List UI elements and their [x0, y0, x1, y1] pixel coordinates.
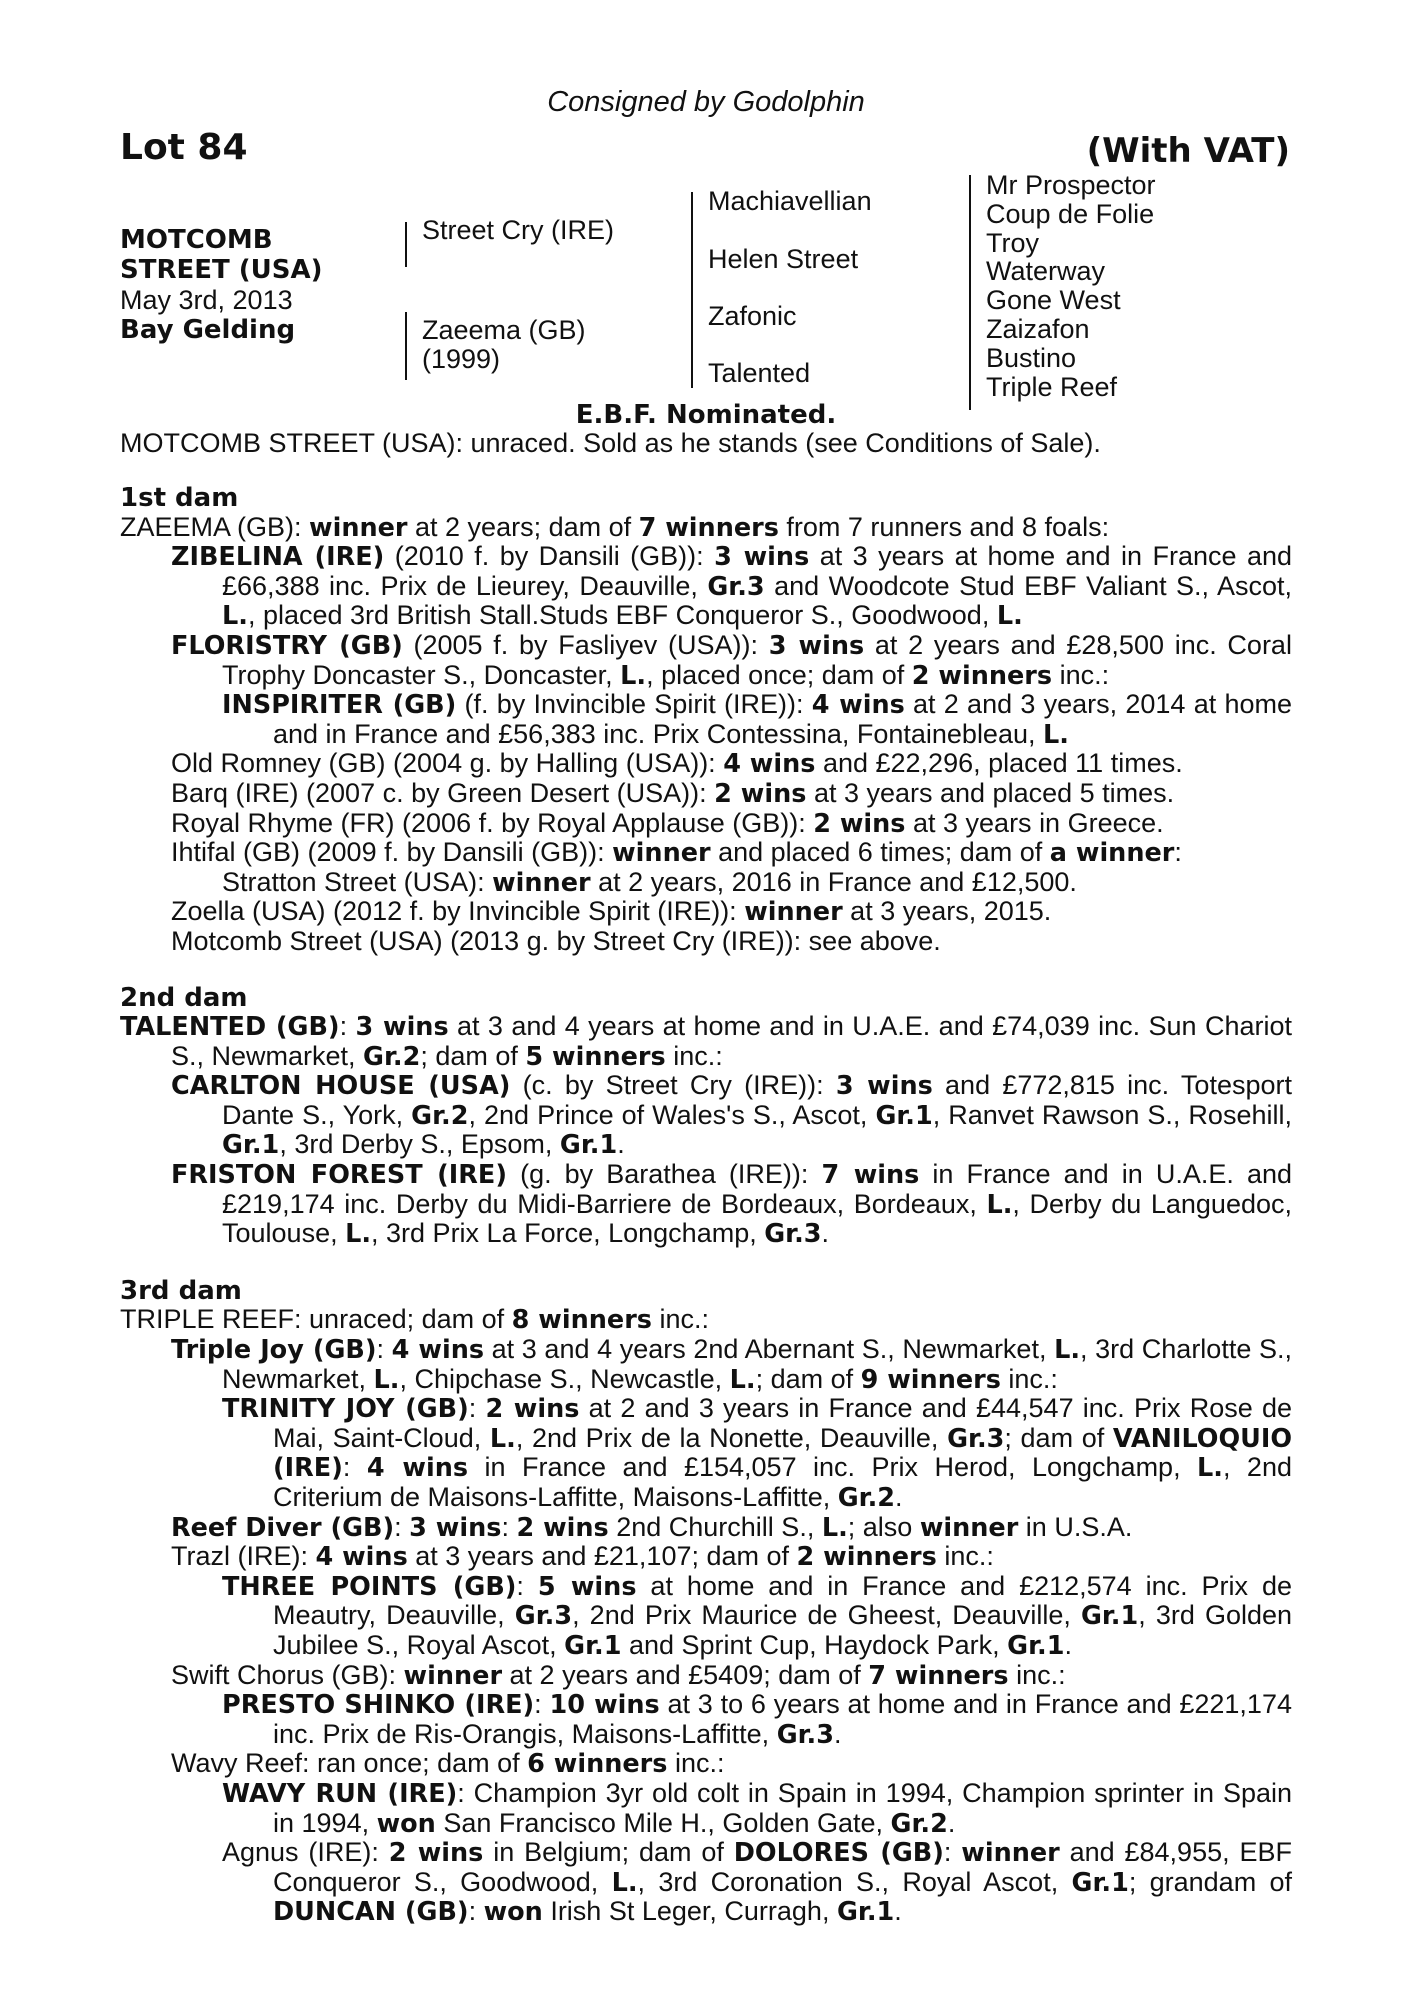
horse-sex: Bay Gelding	[120, 315, 296, 345]
produce-entry: Royal Rhyme (FR) (2006 f. by Royal Applause (GB)): 2 wins at 3 years in Greece.	[171, 807, 1164, 839]
produce-entry: THREE POINTS (GB): 5 wins at home and in France and £212,574 inc. Prix de Meautry, Deauville, Gr.3, 2nd Prix Maurice de Gheest, Deauville, Gr.1, 3rd Golden Jubilee S., Royal Ascot, Gr.1 and Sprint Cup, Haydock Park, Gr.1.	[222, 1570, 1293, 1661]
section-heading: 2nd dam	[120, 982, 248, 1013]
dam-paragraph: TRIPLE REEF: unraced; dam of 8 winners inc.:	[120, 1304, 709, 1336]
pedigree-great-grandparent: Mr Prospector	[986, 170, 1156, 200]
produce-entry: Barq (IRE) (2007 c. by Green Desert (USA)): 2 wins at 3 years and placed 5 times.	[171, 777, 1175, 809]
produce-entry: FRISTON FOREST (IRE) (g. by Barathea (IRE)): 7 wins in France and in U.A.E. and £219,174 inc. Derby du Midi-Barriere de Bordeaux, Bordeaux, L., Derby du Languedoc, Toulouse, L., 3rd Prix La Force, Longchamp, Gr.3.	[171, 1159, 1292, 1250]
catalogue-body	[120, 484, 1292, 1927]
produce-entry: CARLTON HOUSE (USA) (c. by Street Cry (IRE)): 3 wins and £772,815 inc. Totesport Dante S., York, Gr.2, 2nd Prince of Wales's S., Ascot, Gr.1, Ranvet Rawson S., Rosehill, Gr.1, 3rd Derby S., Epsom, Gr.1.	[171, 1070, 1292, 1161]
pedigree-great-grandparent: Troy	[986, 227, 1039, 258]
dam-paragraph: ZAEEMA (GB): winner at 2 years; dam of 7 winners from 7 runners and 8 foals:	[120, 511, 1110, 543]
produce-entry: Trazl (IRE): 4 wins at 3 years and £21,107; dam of 2 winners inc.:	[171, 1541, 994, 1573]
pedigree-sire: Street Cry (IRE)	[422, 215, 615, 245]
pedigree-grandparent: Zafonic	[708, 301, 797, 331]
produce-entry: FLORISTRY (GB) (2005 f. by Fasliyev (USA)): 3 wins at 2 years and £28,500 inc. Coral Trophy Doncaster S., Doncaster, L., placed once; dam of 2 winners inc.:	[171, 629, 1292, 691]
pedigree-grandparent: Helen Street	[708, 244, 859, 274]
produce-entry: TRINITY JOY (GB): 2 wins at 2 and 3 years in France and £44,547 inc. Prix Rose de Mai, Saint-Cloud, L., 2nd Prix de la Nonette, Deauville, Gr.3; dam of VANILOQUIO (IRE): 4 wins in France and £154,057 inc. Prix Herod, Longchamp, L., 2nd Criterium de Maisons-Laffitte, Maisons-Laffitte, Gr.2.	[222, 1393, 1293, 1513]
horse-name-line2: STREET (USA)	[120, 255, 323, 285]
produce-entry: Ihtifal (GB) (2009 f. by Dansili (GB)): winner and placed 6 times; dam of a winner:	[171, 837, 1182, 869]
pedigree-grandparent: Machiavellian	[708, 186, 872, 216]
produce-entry: INSPIRITER (GB) (f. by Invincible Spirit (IRE)): 4 wins at 2 and 3 years, 2014 at home and in France and £56,383 inc. Prix Contessina, Fontainebleau, L.	[222, 689, 1292, 750]
produce-entry: ZIBELINA (IRE) (2010 f. by Dansili (GB)): 3 wins at 3 years at home and in France and £66,388 inc. Prix de Lieurey, Deauville, Gr.3 and Woodcote Stud EBF Valiant S., Ascot, L., placed 3rd British Stall.Studs EBF Conqueror S., Goodwood, L.	[171, 541, 1293, 632]
sale-note: MOTCOMB STREET (USA): unraced. Sold as he stands (see Conditions of Sale).	[120, 428, 1101, 458]
horse-info	[120, 225, 323, 345]
produce-entry: PRESTO SHINKO (IRE): 10 wins at 3 to 6 years at home and in France and £221,174 inc. Prix de Ris-Orangis, Maisons-Laffitte, Gr.3.	[222, 1689, 1292, 1750]
pedigree-great-grandparent: Bustino	[986, 342, 1077, 373]
produce-entry: Agnus (IRE): 2 wins in Belgium; dam of DOLORES (GB): winner and £84,955, EBF Conqueror S., Goodwood, L., 3rd Coronation S., Royal Ascot, Gr.1; grandam of DUNCAN (GB): won Irish St Leger, Curragh, Gr.1.	[222, 1837, 1293, 1928]
foaling-date: May 3rd, 2013	[120, 285, 293, 315]
produce-entry: Triple Joy (GB): 4 wins at 3 and 4 years 2nd Abernant S., Newmarket, L., 3rd Charlotte S., Newmarket, L., Chipchase S., Newcastle, L.; dam of 9 winners inc.:	[171, 1334, 1292, 1395]
produce-entry: Wavy Reef: ran once; dam of 6 winners inc.:	[171, 1748, 725, 1780]
produce-entry: Stratton Street (USA): winner at 2 years, 2016 in France and £12,500.	[222, 866, 1077, 898]
lot-number: Lot 84	[120, 127, 248, 168]
produce-entry: Swift Chorus (GB): winner at 2 years and £5409; dam of 7 winners inc.:	[171, 1659, 1066, 1691]
section-heading: 3rd dam	[120, 1275, 242, 1306]
pedigree-great-grandparent: Zaizafon	[986, 313, 1090, 344]
pedigree-bracket	[691, 192, 693, 388]
produce-entry: Zoella (USA) (2012 f. by Invincible Spirit (IRE)): winner at 3 years, 2015.	[171, 896, 1052, 928]
pedigree-dam: Zaeema (GB)	[422, 315, 586, 345]
dam-paragraph: TALENTED (GB): 3 wins at 3 and 4 years at home and in U.A.E. and £74,039 inc. Sun Chariot S., Newmarket, Gr.2; dam of 5 winners inc.:	[120, 1011, 1292, 1072]
horse-name-line1: MOTCOMB	[120, 225, 273, 255]
pedigree-great-grandparent: Triple Reef	[986, 371, 1118, 402]
vat-note: (With VAT)	[1086, 131, 1290, 171]
pedigree-bracket	[405, 222, 407, 267]
pedigree-great-grandparent: Gone West	[986, 285, 1121, 316]
pedigree-grandparent: Talented	[708, 358, 811, 388]
section-heading: 1st dam	[120, 483, 239, 513]
produce-entry: Old Romney (GB) (2004 g. by Halling (USA)): 4 wins and £22,296, placed 11 times.	[171, 748, 1183, 780]
consignor-line: Consigned by Godolphin	[547, 86, 865, 118]
pedigree-dam-year: (1999)	[422, 344, 501, 374]
ebf-nominated: E.B.F. Nominated.	[575, 400, 837, 430]
pedigree-great-grandparent: Coup de Folie	[986, 198, 1155, 229]
pedigree-great-grandparents	[986, 171, 1156, 401]
pedigree-bracket	[405, 312, 407, 380]
produce-entry: WAVY RUN (IRE): Champion 3yr old colt in Spain in 1994, Champion sprinter in Spain in 1994, won San Francisco Mile H., Golden Gate, Gr.2.	[222, 1777, 1292, 1839]
produce-entry: Reef Diver (GB): 3 wins: 2 wins 2nd Churchill S., L.; also winner in U.S.A.	[171, 1511, 1133, 1543]
pedigree-bracket	[969, 175, 971, 410]
pedigree-great-grandparent: Waterway	[986, 256, 1106, 287]
produce-entry: Motcomb Street (USA) (2013 g. by Street Cry (IRE)): see above.	[171, 925, 941, 956]
